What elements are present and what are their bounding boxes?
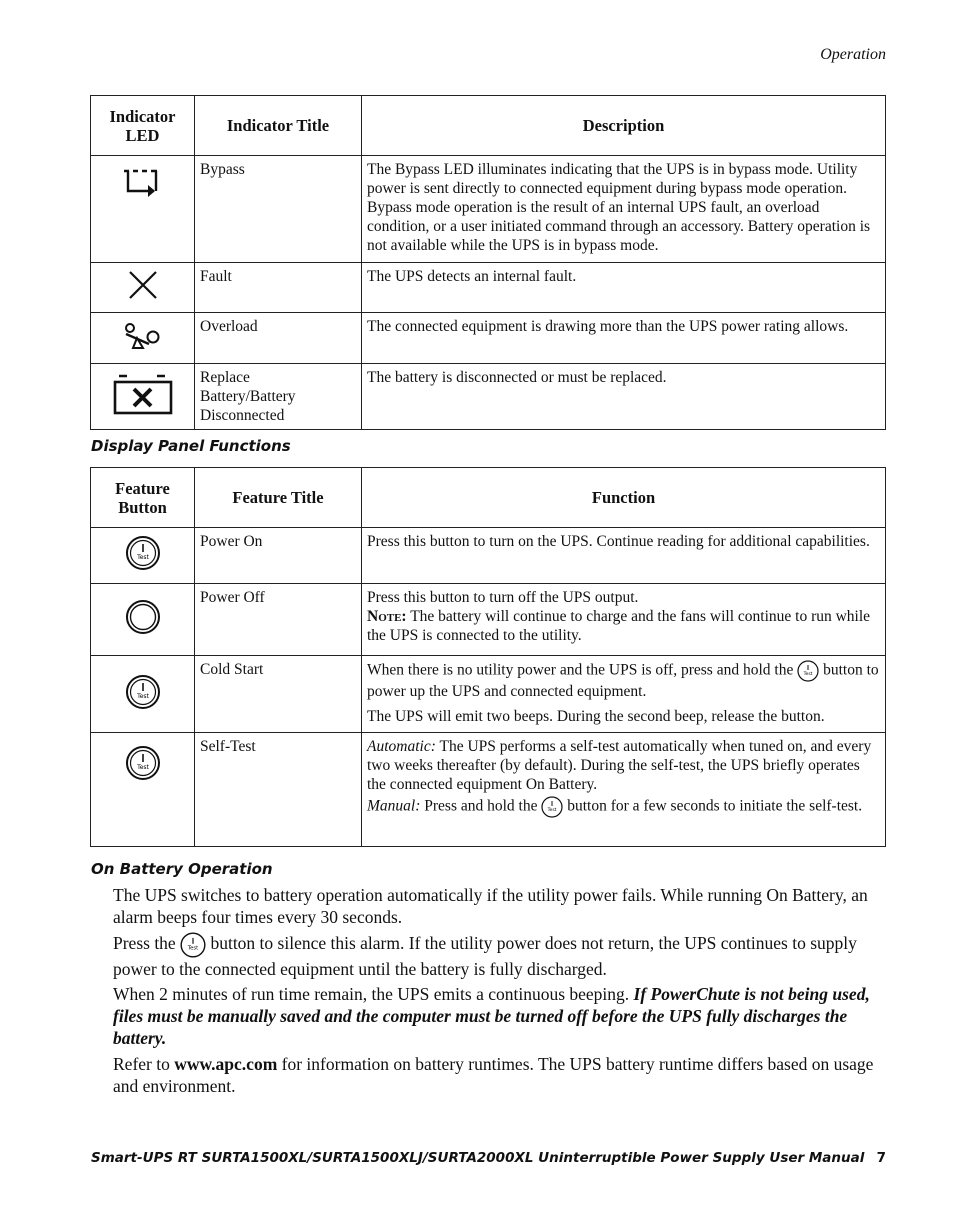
svg-text:Test: Test	[187, 945, 199, 952]
page-footer	[91, 1150, 886, 1166]
row-title: Power Off	[195, 584, 362, 656]
paragraph-on-battery-4: Refer to www.apc.com for information on battery runtimes. The UPS battery runtime differs based on usage and environment.	[113, 1054, 874, 1096]
table-row	[91, 364, 886, 430]
page-number: 7	[876, 1150, 886, 1166]
overload-icon	[123, 320, 163, 352]
table-row	[91, 313, 886, 364]
table-row	[91, 733, 886, 847]
row-description: The UPS detects an internal fault.	[362, 263, 886, 313]
fault-icon	[127, 269, 159, 301]
paragraph-on-battery-1: The UPS switches to battery operation automatically if the utility power fails. While running On Battery, an alarm beeps four times every 30 seconds.	[113, 885, 868, 927]
col-header-indicator-led: Indicator LED	[91, 96, 195, 156]
row-description: The battery is disconnected or must be replaced.	[362, 364, 886, 430]
manual-paragraph: Manual: Press and hold the Test button for a few seconds to initiate the self-test.	[367, 796, 880, 818]
col-header-feature-button: Feature Button	[91, 468, 195, 528]
row-title: Fault	[195, 263, 362, 313]
warning-text: If PowerChute is not being used, files must be manually saved and the computer must be turned off before the UPS fully discharges the battery.	[113, 984, 870, 1048]
svg-text:Test: Test	[803, 672, 813, 677]
row-title: Self-Test	[195, 733, 362, 847]
power-on-test-button-icon	[125, 674, 161, 710]
row-function	[362, 733, 886, 847]
row-title: Replace Battery/Battery Disconnected	[195, 364, 362, 430]
footer-title: Smart-UPS RT SURTA1500XL/SURTA1500XLJ/SURTA2000XL Uninterruptible Power Supply User Manual	[91, 1150, 865, 1166]
display-panel-table	[90, 467, 886, 847]
row-title: Bypass	[195, 156, 362, 263]
table-row	[91, 528, 886, 584]
section-heading-display-panel: Display Panel Functions	[91, 437, 291, 455]
row-title: Overload	[195, 313, 362, 364]
power-off-button-icon	[125, 599, 161, 635]
note-paragraph	[367, 607, 880, 645]
table-row	[91, 656, 886, 733]
note-label: Note:	[367, 608, 407, 625]
power-on-test-button-icon	[125, 745, 161, 781]
row-description: The connected equipment is drawing more than the UPS power rating allows.	[362, 313, 886, 364]
col-header-feature-title: Feature Title	[195, 468, 362, 528]
note-text: The battery will continue to charge and the fans will continue to run while the UPS is connected to the utility.	[367, 608, 871, 644]
function-text: When there is no utility power and the UPS is off, press and hold the Test button to power up the UPS and connected equipment.	[367, 661, 879, 700]
table-row	[91, 156, 886, 263]
test-label: Test	[136, 692, 149, 700]
bypass-icon	[120, 166, 166, 198]
row-function: Press this button to turn on the UPS. Continue reading for additional capabilities.	[362, 528, 886, 584]
row-title: Power On	[195, 528, 362, 584]
apc-link[interactable]: www.apc.com	[174, 1054, 278, 1074]
running-header: Operation	[820, 46, 886, 63]
function-text: The UPS will emit two beeps. During the second beep, release the button.	[367, 708, 825, 725]
table-row	[91, 263, 886, 313]
replace-battery-icon	[113, 373, 173, 415]
function-text: Press this button to turn off the UPS output.	[367, 589, 639, 606]
test-label: Test	[136, 554, 149, 561]
section-heading-on-battery: On Battery Operation	[91, 860, 273, 878]
col-header-indicator-title: Indicator Title	[195, 96, 362, 156]
paragraph-on-battery-3: When 2 minutes of run time remain, the UPS emits a continuous beeping. If PowerChute is not being used, files must be manually saved and the computer must be turned off before the UPS fully discharges the battery.	[113, 984, 870, 1048]
power-on-test-button-icon	[125, 535, 161, 571]
row-description: The Bypass LED illuminates indicating that the UPS is in bypass mode. Utility power is sent directly to connected equipment during bypass mode operation. Bypass mode operation is the result of an internal UPS fault, an overload condition, or a user initiated command through an accessory. Battery operation is not available while the UPS is in bypass mode.	[362, 156, 886, 263]
led-indicator-table	[90, 95, 886, 430]
row-function	[362, 656, 886, 733]
test-button-inline-icon	[180, 932, 206, 958]
svg-text:Test: Test	[547, 808, 557, 813]
test-button-inline-icon	[797, 660, 819, 682]
col-header-description: Description	[362, 96, 886, 156]
table-row	[91, 584, 886, 656]
test-label: Test	[136, 764, 149, 771]
paragraph-on-battery-2: Press the Test button to silence this alarm. If the utility power does not return, the UPS continues to supply power to the connected equipment until the battery is fully discharged.	[113, 933, 857, 979]
automatic-paragraph: Automatic: The UPS performs a self-test automatically when tuned on, and every two weeks thereafter (by default). During the self-test, the UPS briefly operates the connected equipment On Battery.	[367, 738, 872, 793]
row-title: Cold Start	[195, 656, 362, 733]
row-function	[362, 584, 886, 656]
test-button-inline-icon	[541, 796, 563, 818]
col-header-function: Function	[362, 468, 886, 528]
